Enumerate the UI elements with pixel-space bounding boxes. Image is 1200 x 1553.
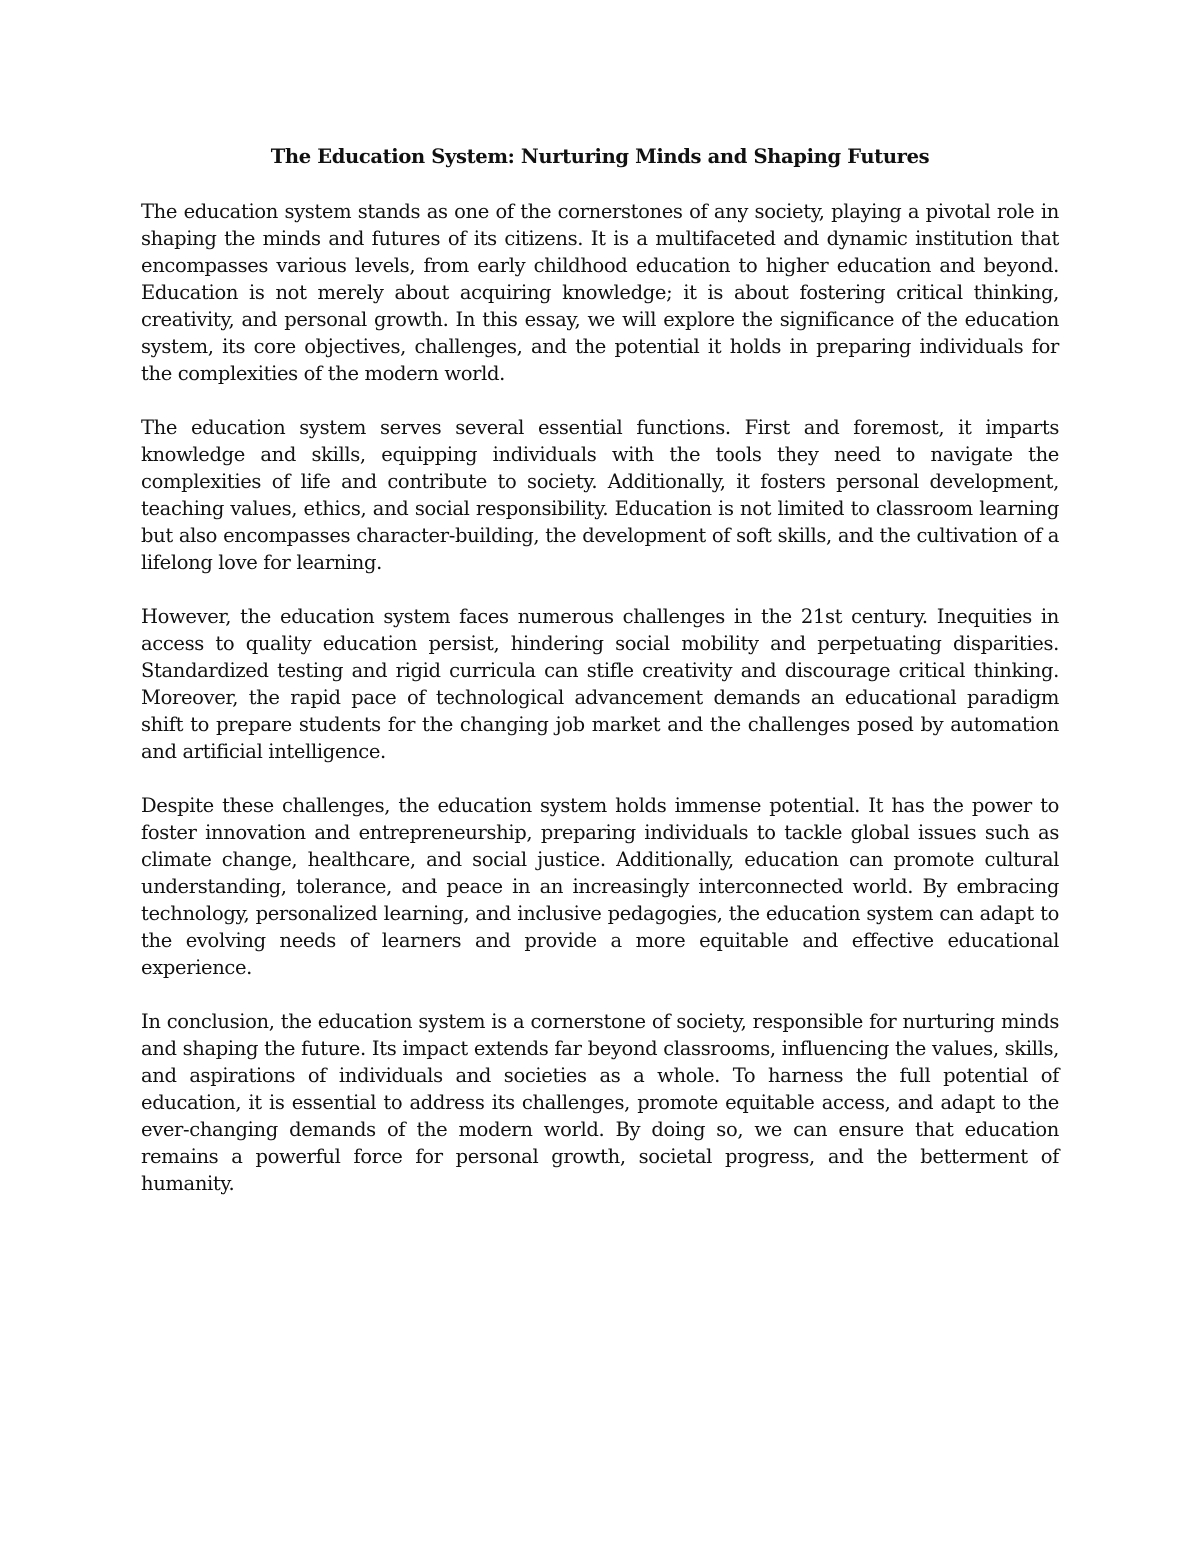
document-body <box>141 144 1059 1224</box>
paragraph-introduction: The education system stands as one of the cornerstones of any society, playing a pivotal role in shaping the minds and futures of its citizens. It is a multifaceted and dynamic institution that encompasses various levels, from early childhood education to higher education and beyond. Education is not merely about acquiring knowledge; it is about fostering critical thinking, creativity, and personal growth. In this essay, we will explore the significance of the education system, its core objectives, challenges, and the potential it holds in preparing individuals for the complexities of the modern world. <box>141 200 1059 385</box>
paragraph-conclusion: In conclusion, the education system is a cornerstone of society, responsible for nurturing minds and shaping the future. Its impact extends far beyond classrooms, influencing the values, skills, and aspirations of individuals and societies as a whole. To harness the full potential of education, it is essential to address its challenges, promote equitable access, and adapt to the ever-changing demands of the modern world. By doing so, we can ensure that education remains a powerful force for personal growth, societal progress, and the betterment of humanity. <box>141 1010 1059 1195</box>
document-title: The Education System: Nurturing Minds and Shaping Futures <box>270 145 930 168</box>
paragraph-challenges: However, the education system faces numerous challenges in the 21st century. Inequities in access to quality education persist, hindering social mobility and perpetuating disparities. Standardized testing and rigid curricula can stifle creativity and discourage critical thinking. Moreover, the rapid pace of technological advancement demands an educational paradigm shift to prepare students for the changing job market and the challenges posed by automation and artificial intelligence. <box>141 605 1059 763</box>
paragraph-functions: The education system serves several essential functions. First and foremost, it imparts knowledge and skills, equipping individuals with the tools they need to navigate the complexities of life and contribute to society. Additionally, it fosters personal development, teaching values, ethics, and social responsibility. Education is not limited to classroom learning but also encompasses character-building, the development of soft skills, and the cultivation of a lifelong love for learning. <box>141 416 1059 574</box>
paragraph-potential: Despite these challenges, the education system holds immense potential. It has the power to foster innovation and entrepreneurship, preparing individuals to tackle global issues such as climate change, healthcare, and social justice. Additionally, education can promote cultural understanding, tolerance, and peace in an increasingly interconnected world. By embracing technology, personalized learning, and inclusive pedagogies, the education system can adapt to the evolving needs of learners and provide a more equitable and effective educational experience. <box>141 794 1059 979</box>
